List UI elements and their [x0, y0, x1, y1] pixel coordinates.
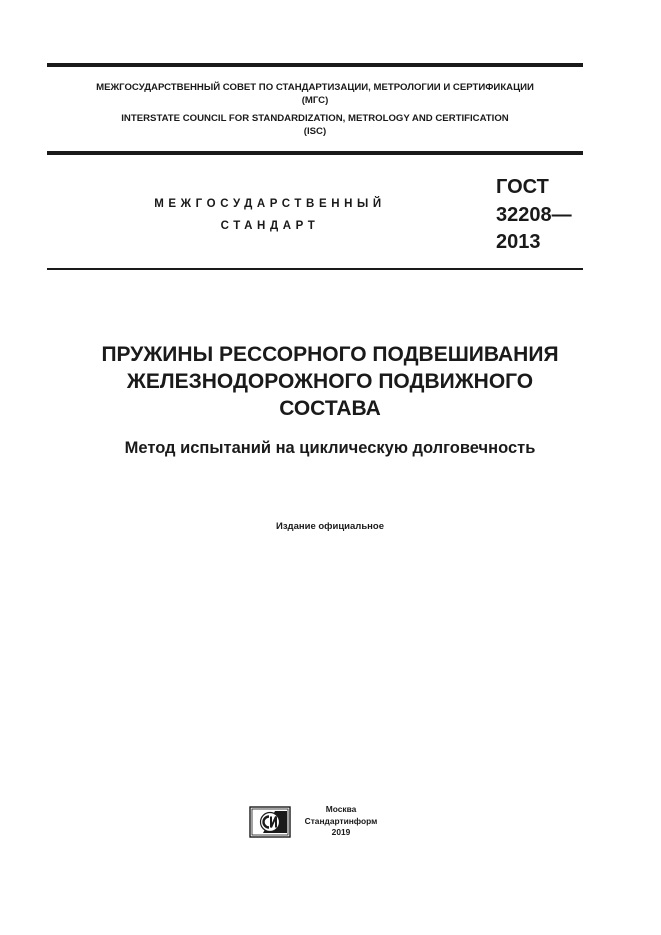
header-rule	[47, 151, 583, 155]
edition-note: Издание официальное	[276, 521, 384, 532]
publisher-city: Москва	[325, 804, 357, 814]
standard-label	[120, 193, 420, 237]
gost-prefix: ГОСТ	[496, 176, 549, 198]
council-abbr-en: (ISC)	[303, 126, 327, 137]
council-header	[47, 81, 583, 138]
standard-rule	[47, 268, 583, 270]
council-name-en: INTERSTATE COUNCIL FOR STANDARDIZATION, METROLOGY AND CERTIFICATION	[121, 113, 509, 124]
gost-year: 2013	[496, 231, 541, 253]
standard-label-line2: СТАНДАРТ	[220, 220, 320, 232]
council-name-ru: МЕЖГОСУДАРСТВЕННЫЙ СОВЕТ ПО СТАНДАРТИЗАЦИИ, МЕТРОЛОГИИ И СЕРТИФИКАЦИИ	[96, 82, 534, 93]
standartinform-logo-icon	[249, 806, 291, 838]
standard-label-line1: МЕЖГОСУДАРСТВЕННЫЙ	[154, 198, 386, 210]
document-title	[20, 341, 640, 422]
top-rule	[47, 63, 583, 67]
publisher-info	[296, 804, 386, 839]
gost-number	[496, 174, 572, 257]
title-line1: ПРУЖИНЫ РЕССОРНОГО ПОДВЕШИВАНИЯ	[101, 343, 559, 366]
gost-code: 32208—	[496, 203, 572, 226]
publisher-year: 2019	[331, 827, 351, 837]
title-line3: СОСТАВА	[279, 397, 381, 420]
document-subtitle: Метод испытаний на циклическую долговечность	[124, 439, 536, 457]
title-line2: ЖЕЛЕЗНОДОРОЖНОГО ПОДВИЖНОГО	[126, 370, 534, 393]
council-abbr-ru: (МГС)	[301, 95, 329, 106]
publisher-name: Стандартинформ	[304, 815, 378, 826]
